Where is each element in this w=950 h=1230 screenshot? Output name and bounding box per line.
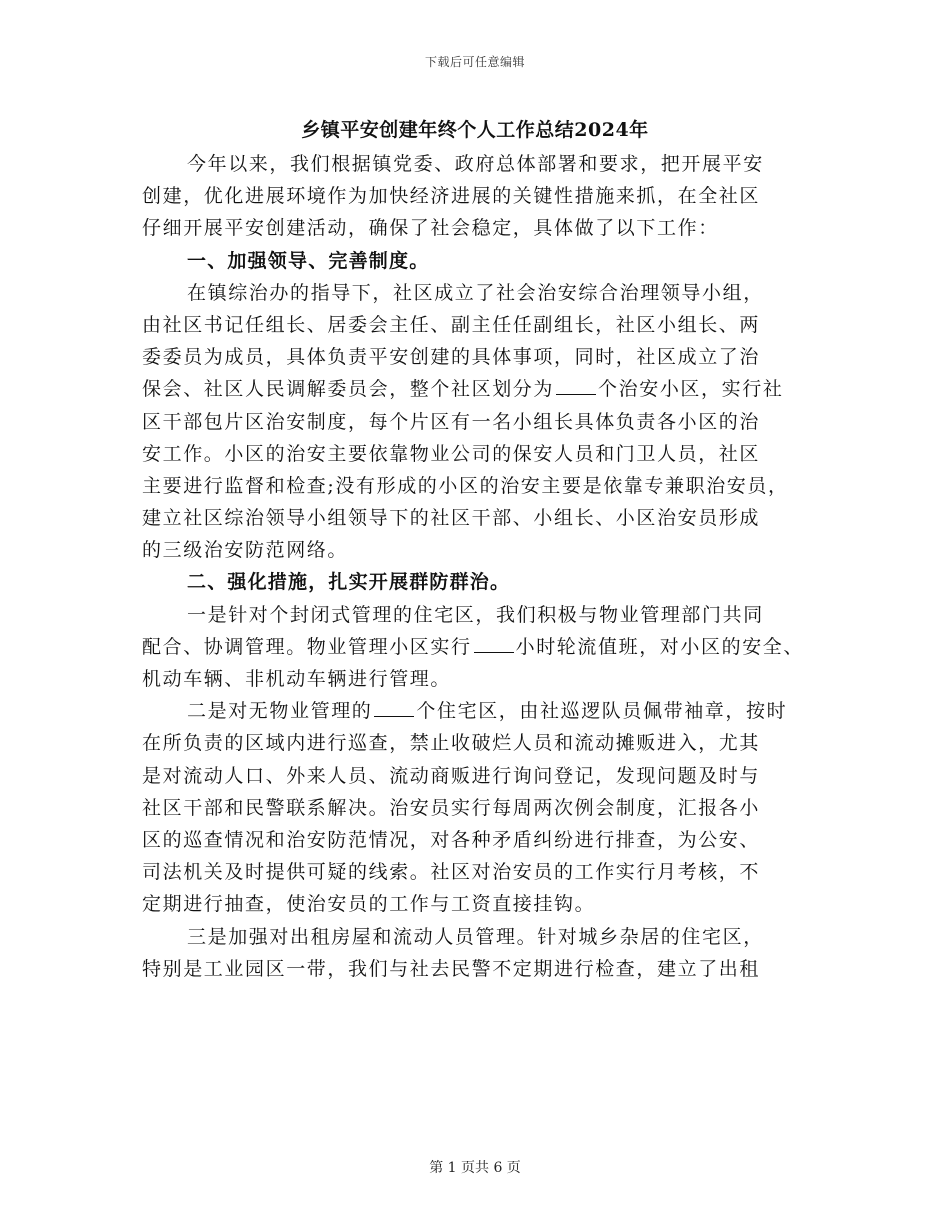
text-segment: 个治安小区，实行社 bbox=[598, 378, 784, 401]
text-line bbox=[142, 921, 812, 953]
text-line bbox=[142, 792, 812, 824]
text-line bbox=[142, 502, 812, 534]
text-segment: 配合、协调管理。物业管理小区实行 bbox=[142, 635, 472, 658]
text-line bbox=[142, 180, 812, 212]
text-line bbox=[142, 663, 812, 695]
text-line bbox=[142, 309, 812, 341]
text-segment: 三是加强对出租房屋和流动人员管理。针对城乡杂居的住宅区， bbox=[187, 925, 764, 948]
text-line bbox=[142, 953, 812, 985]
text-segment: 在所负责的区域内进行巡查，禁止收破烂人员和流动摊贩进入，尤其 bbox=[142, 732, 761, 755]
text-line bbox=[142, 534, 812, 566]
text-segment: 一、加强领导、完善制度。 bbox=[187, 249, 430, 272]
fill-in-blank bbox=[474, 632, 514, 653]
text-segment: 个住宅区，由社巡逻队员佩带袖章，按时 bbox=[416, 700, 788, 723]
text-line bbox=[142, 760, 812, 792]
text-line bbox=[142, 406, 812, 438]
page-footer: 第 1 页共 6 页 bbox=[429, 1160, 521, 1176]
text-segment: 区的巡查情况和治安防范情况，对各种矛盾纠纷进行排查，为公安、 bbox=[142, 828, 761, 851]
text-segment: 二、强化措施，扎实开展群防群治。 bbox=[187, 571, 511, 594]
text-line bbox=[142, 438, 812, 470]
text-segment: 特别是工业园区一带，我们与社去民警不定期进行检查，建立了出租 bbox=[142, 957, 761, 980]
text-segment: 一是针对个封闭式管理的住宅区，我们积极与物业管理部门共同 bbox=[187, 603, 764, 626]
text-line bbox=[142, 470, 812, 502]
text-line bbox=[142, 727, 812, 759]
text-line bbox=[142, 824, 812, 856]
text-segment: 定期进行抽查，使治安员的工作与工资直接挂钩。 bbox=[142, 893, 596, 916]
document-body bbox=[142, 148, 812, 985]
text-line bbox=[142, 148, 812, 180]
text-segment: 区干部包片区治安制度，每个片区有一名小组长具体负责各小区的治 bbox=[142, 410, 761, 433]
text-segment: 保会、社区人民调解委员会，整个社区划分为 bbox=[142, 378, 555, 401]
section-heading bbox=[142, 566, 812, 598]
text-segment: 二是对无物业管理的 bbox=[187, 700, 373, 723]
text-segment: 由社区书记任组长、居委会主任、副主任任副组长，社区小组长、两 bbox=[142, 313, 761, 336]
text-segment: 今年以来，我们根据镇党委、政府总体部署和要求，把开展平安 bbox=[187, 153, 764, 175]
text-line bbox=[142, 341, 812, 373]
section-heading bbox=[142, 245, 812, 277]
text-segment: 是对流动人口、外来人员、流动商贩进行询问登记，发现问题及时与 bbox=[142, 764, 761, 787]
text-line bbox=[142, 695, 812, 727]
text-line bbox=[142, 277, 812, 309]
text-line bbox=[142, 599, 812, 631]
text-segment: 主要进行监督和检查;没有形成的小区的治安主要是依靠专兼职治安员， bbox=[142, 474, 789, 497]
text-segment: 社区干部和民警联系解决。治安员实行每周两次例会制度，汇报各小 bbox=[142, 796, 761, 819]
fill-in-blank bbox=[556, 374, 596, 395]
text-segment: 仔细开展平安创建活动，确保了社会稳定，具体做了以下工作： bbox=[142, 217, 719, 240]
text-segment: 司法机关及时提供可疑的线索。社区对治安员的工作实行月考核，不 bbox=[142, 861, 761, 884]
text-segment: 的三级治安防范网络。 bbox=[142, 539, 349, 562]
document-title: 乡镇平安创建年终个人工作总结2024年 bbox=[301, 119, 649, 141]
text-segment: 委委员为成员，具体负责平安创建的具体事项，同时，社区成立了治 bbox=[142, 346, 761, 369]
text-line bbox=[142, 373, 812, 405]
text-segment: 在镇综治办的指导下，社区成立了社会治安综合治理领导小组， bbox=[187, 281, 764, 304]
text-segment: 安工作。小区的治安主要依靠物业公司的保安人员和门卫人员，社区 bbox=[142, 442, 761, 465]
text-segment: 建立社区综治领导小组领导下的社区干部、小组长、小区治安员形成 bbox=[142, 507, 761, 530]
text-segment: 小时轮流值班，对小区的安全、 bbox=[515, 635, 805, 658]
header-note: 下载后可任意编辑 bbox=[424, 55, 525, 69]
fill-in-blank bbox=[374, 696, 414, 717]
text-segment: 机动车辆、非机动车辆进行管理。 bbox=[142, 668, 452, 690]
text-line bbox=[142, 631, 812, 663]
text-line bbox=[142, 888, 812, 920]
text-line bbox=[142, 856, 812, 888]
text-line bbox=[142, 212, 812, 244]
text-segment: 创建，优化进展环境作为加快经济进展的关键性措施来抓，在全社区 bbox=[142, 185, 761, 208]
